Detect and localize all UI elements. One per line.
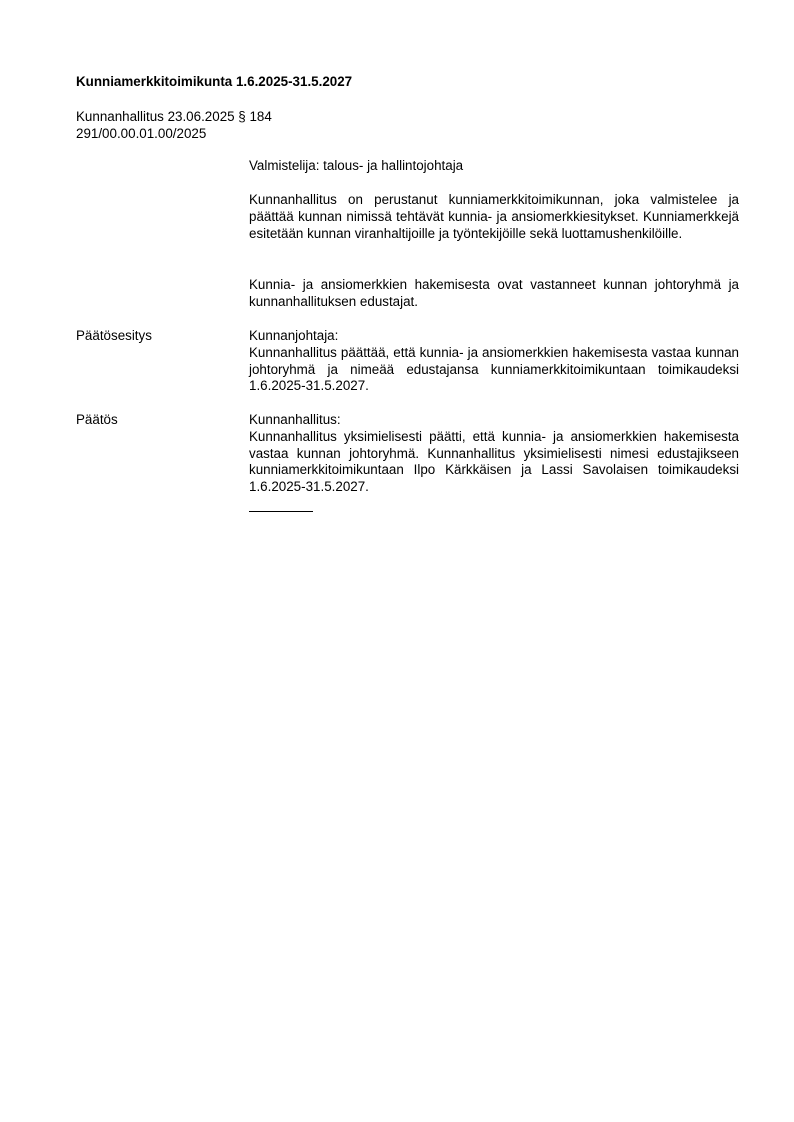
document-title: Kunniamerkkitoimikunta 1.6.2025-31.5.2027 xyxy=(76,74,353,89)
proposal-section xyxy=(249,328,739,395)
preparer-line: Valmistelija: talous- ja hallintojohtaja xyxy=(249,158,464,173)
proposal-label: Päätösesitys xyxy=(76,328,152,343)
meeting-meta xyxy=(76,109,272,143)
background-paragraph-2 xyxy=(249,277,739,311)
end-rule xyxy=(249,511,313,512)
proposal-presenter: Kunnanjohtaja: xyxy=(249,328,339,343)
meeting-reference: Kunnanhallitus 23.06.2025 § 184 xyxy=(76,109,272,124)
background-text-1: Kunnanhallitus on perustanut kunniamerkkitoimikunnan, joka valmistelee ja päättää kunnan nimissä tehtävät kunnia- ja ansiomerkkiesitykset. Kunniamerkkejä esitetään kunnan viranhaltijoille ja työntekijöille sekä luottamushenkilöille. xyxy=(249,192,739,241)
decision-body: Kunnanhallitus: xyxy=(249,412,341,427)
decision-section xyxy=(249,412,739,496)
background-paragraph-1 xyxy=(249,192,739,242)
background-text-2: Kunnia- ja ansiomerkkien hakemisesta ovat vastanneet kunnan johtoryhmä ja kunnanhallituksen edustajat. xyxy=(249,277,739,309)
record-number: 291/00.00.01.00/2025 xyxy=(76,125,207,141)
proposal-text: Kunnanhallitus päättää, että kunnia- ja ansiomerkkien hakemisesta vastaa kunnan johtoryhmä ja nimeää edustajansa kunniamerkkitoimikuntaan toimikaudeksi 1.6.2025-31.5.2027. xyxy=(249,344,739,394)
decision-label: Päätös xyxy=(76,412,118,427)
decision-text: Kunnanhallitus yksimielisesti päätti, että kunnia- ja ansiomerkkien hakemisesta vastaa kunnan johtoryhmä. Kunnanhallitus yksimielisesti nimesi edustajikseen kunniamerkkitoimikuntaan Ilpo Kärkkäisen ja Lassi Savolaisen toimikaudeksi 1.6.2025-31.5.2027. xyxy=(249,428,739,495)
